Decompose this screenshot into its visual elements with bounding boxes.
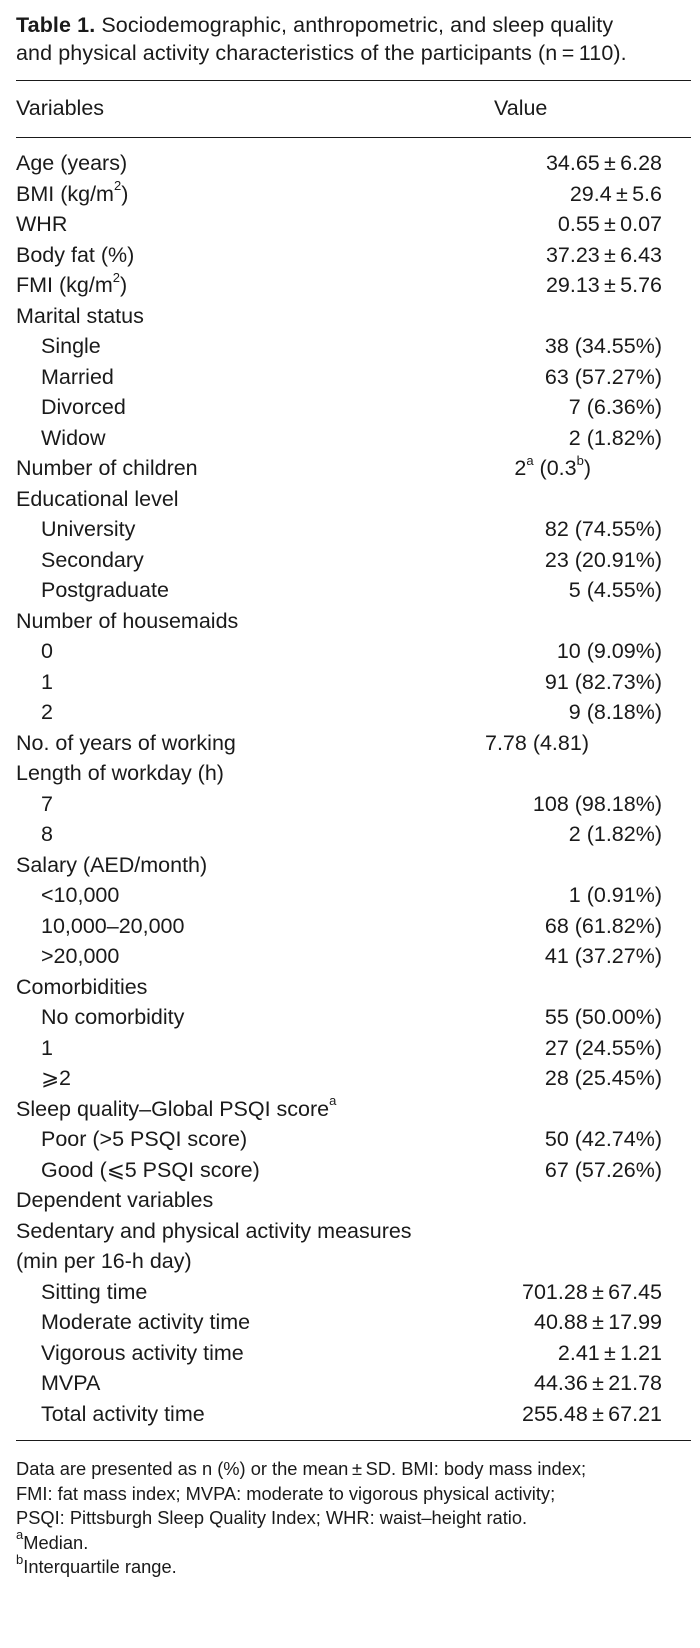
table-row [16, 331, 691, 362]
footnote-a-mark: a [16, 1527, 24, 1543]
row-label: University [41, 517, 136, 541]
row-value: 701.28 ± 67.45 [522, 1279, 662, 1304]
row-label: Good (⩽5 PSQI score) [41, 1157, 260, 1182]
table-top-rule [16, 80, 691, 81]
row-value: 37.23 ± 6.43 [545, 242, 662, 267]
table-row [16, 301, 691, 332]
table-row [16, 392, 691, 423]
row-label-superscript: 2 [113, 178, 122, 194]
row-label [16, 179, 128, 210]
table-row [16, 1033, 691, 1064]
row-label-suffix: ) [121, 181, 129, 206]
table-row [16, 1368, 691, 1399]
iqr-close: ) [583, 456, 591, 480]
row-label: Total activity time [41, 1401, 205, 1426]
row-value: 255.48 ± 67.21 [522, 1401, 662, 1426]
table-row [16, 728, 691, 759]
table-row [16, 484, 691, 515]
table-caption [16, 11, 691, 67]
footnote-b-mark: b [16, 1551, 24, 1567]
table-row [16, 880, 691, 911]
table-row [16, 850, 691, 881]
row-value: 1 (0.91%) [568, 883, 662, 907]
row-value: 63 (57.27%) [544, 364, 662, 389]
table-row [16, 1094, 691, 1125]
row-label: No comorbidity [41, 1005, 185, 1029]
row-label: Secondary [41, 547, 144, 572]
caption-text-line1: Sociodemographic, anthropometric, and sleep quality [95, 13, 614, 37]
row-value: 29.13 ± 5.76 [545, 273, 662, 297]
row-label: Vigorous activity time [41, 1340, 244, 1365]
row-value: 40.88 ± 17.99 [533, 1310, 662, 1334]
row-label-text: BMI (kg/m [16, 181, 114, 206]
footnote-a-text: Median. [23, 1531, 89, 1553]
row-value: 50 (42.74%) [544, 1127, 662, 1151]
table-row [16, 545, 691, 576]
table-row [16, 1185, 691, 1216]
row-label: Divorced [41, 395, 126, 419]
table-row [16, 972, 691, 1003]
row-value: 28 (25.45%) [544, 1066, 662, 1090]
row-label: Body fat (%) [16, 242, 135, 267]
row-label-text: FMI (kg/m [16, 273, 113, 297]
table-row [16, 1246, 691, 1277]
table-row [16, 1277, 691, 1308]
table-row [16, 758, 691, 789]
row-label: Marital status [16, 303, 144, 328]
row-label: (min per 16-h day) [16, 1249, 192, 1273]
table-header-rule [16, 137, 691, 138]
row-label: No. of years of working [16, 730, 236, 755]
row-label: >20,000 [41, 944, 120, 968]
row-value: 91 (82.73%) [544, 669, 662, 694]
row-value [514, 453, 591, 484]
table-row [16, 1124, 691, 1155]
row-label: WHR [16, 212, 68, 236]
table-row [16, 362, 691, 393]
row-value: 41 (37.27%) [544, 944, 662, 968]
row-label: Sedentary and physical activity measures [16, 1218, 412, 1243]
footnote-b [16, 1551, 656, 1580]
row-label-text: Sleep quality–Global PSQI score [16, 1096, 330, 1121]
row-value: 27 (24.55%) [544, 1035, 662, 1060]
row-label: ⩾2 [41, 1066, 71, 1090]
median-value: 2 [514, 456, 527, 480]
row-label: Salary (AED/month) [16, 852, 208, 877]
row-value: 2 (1.82%) [568, 425, 662, 450]
row-label: 8 [41, 822, 53, 846]
table-row [16, 606, 691, 637]
row-label: Moderate activity time [41, 1310, 251, 1334]
table-row [16, 636, 691, 667]
row-label: 1 [41, 669, 53, 694]
note-line-2: FMI: fat mass index; MVPA: moderate to vigorous physical activity; [16, 1482, 556, 1504]
table-row [16, 148, 691, 179]
row-label: 0 [41, 639, 53, 663]
row-label-suffix: ) [119, 273, 128, 297]
table-row [16, 1216, 691, 1247]
table-body [16, 148, 691, 1429]
row-value: 67 (57.26%) [544, 1157, 662, 1182]
row-label: Educational level [16, 486, 179, 511]
row-value: 34.65 ± 6.28 [545, 151, 662, 175]
row-label-superscript: a [329, 1093, 337, 1109]
table-row [16, 941, 691, 972]
row-label: 10,000–20,000 [41, 913, 185, 938]
row-label: Dependent variables [16, 1188, 214, 1212]
row-label: Number of housemaids [16, 608, 239, 633]
row-label: Single [41, 334, 101, 358]
table-row [16, 667, 691, 698]
header-value: Value [494, 96, 548, 120]
note-line-3: PSQI: Pittsburgh Sleep Quality Index; WHR: waist–height ratio. [16, 1507, 528, 1528]
row-value: 2 (1.82%) [568, 822, 662, 846]
footnote-a [16, 1527, 656, 1556]
row-value: 82 (74.55%) [544, 517, 662, 541]
row-value: 7.78 (4.81) [485, 730, 589, 755]
table-row [16, 1399, 691, 1430]
caption-label: Table 1. [16, 13, 96, 37]
row-label: <10,000 [41, 883, 120, 907]
table-row [16, 911, 691, 942]
table-notes [16, 1457, 656, 1580]
table-row [16, 1338, 691, 1369]
table-row [16, 697, 691, 728]
table-row [16, 1063, 691, 1094]
row-value: 9 (8.18%) [568, 700, 662, 724]
row-label [16, 1094, 336, 1125]
table-row [16, 209, 691, 240]
row-value: 108 (98.18%) [532, 791, 662, 816]
row-label: Age (years) [16, 151, 128, 175]
row-label: MVPA [41, 1371, 101, 1395]
row-value: 2.41 ± 1.21 [557, 1340, 662, 1365]
row-label [16, 270, 127, 301]
table-header-row [16, 93, 691, 123]
row-label: 1 [41, 1035, 53, 1060]
row-label: Poor (>5 PSQI score) [41, 1127, 248, 1151]
table-row [16, 1002, 691, 1033]
caption-text-line2: and physical activity characteristics of the participants (n = 110). [16, 41, 627, 65]
table-row [16, 453, 691, 484]
row-value: 55 (50.00%) [544, 1005, 662, 1029]
table-row [16, 1307, 691, 1338]
row-value: 7 (6.36%) [568, 395, 662, 419]
row-label: Married [41, 364, 114, 389]
row-label: Widow [41, 425, 106, 450]
header-variables: Variables [16, 96, 105, 120]
table-row [16, 240, 691, 271]
table-row [16, 789, 691, 820]
table-row [16, 270, 691, 301]
iqr-value: (0.3 [533, 456, 577, 480]
row-label: Number of children [16, 456, 198, 480]
table-bottom-rule [16, 1440, 691, 1441]
row-value: 38 (34.55%) [544, 334, 662, 358]
row-label: Sitting time [41, 1279, 148, 1304]
row-value: 10 (9.09%) [556, 639, 662, 663]
row-label: Comorbidities [16, 974, 148, 999]
row-label: 7 [41, 791, 53, 816]
row-value: 29.4 ± 5.6 [569, 181, 662, 206]
table-row [16, 423, 691, 454]
table-row [16, 514, 691, 545]
table-row [16, 819, 691, 850]
table-page [16, 0, 691, 1580]
row-value: 0.55 ± 0.07 [557, 212, 662, 236]
row-value: 44.36 ± 21.78 [533, 1371, 662, 1395]
row-label: Length of workday (h) [16, 761, 224, 785]
row-label: 2 [41, 700, 53, 724]
row-value: 5 (4.55%) [568, 578, 662, 602]
table-row [16, 179, 691, 210]
table-row [16, 575, 691, 606]
note-line-1: Data are presented as n (%) or the mean ± SD. BMI: body mass index; [16, 1458, 587, 1479]
iqr-superscript: b [576, 452, 584, 468]
footnote-b-text: Interquartile range. [23, 1556, 177, 1577]
row-label-superscript: 2 [112, 269, 120, 285]
row-label: Postgraduate [41, 578, 169, 602]
median-superscript: a [526, 452, 534, 468]
row-value: 68 (61.82%) [544, 913, 662, 938]
table-row [16, 1155, 691, 1186]
row-value: 23 (20.91%) [544, 547, 662, 572]
